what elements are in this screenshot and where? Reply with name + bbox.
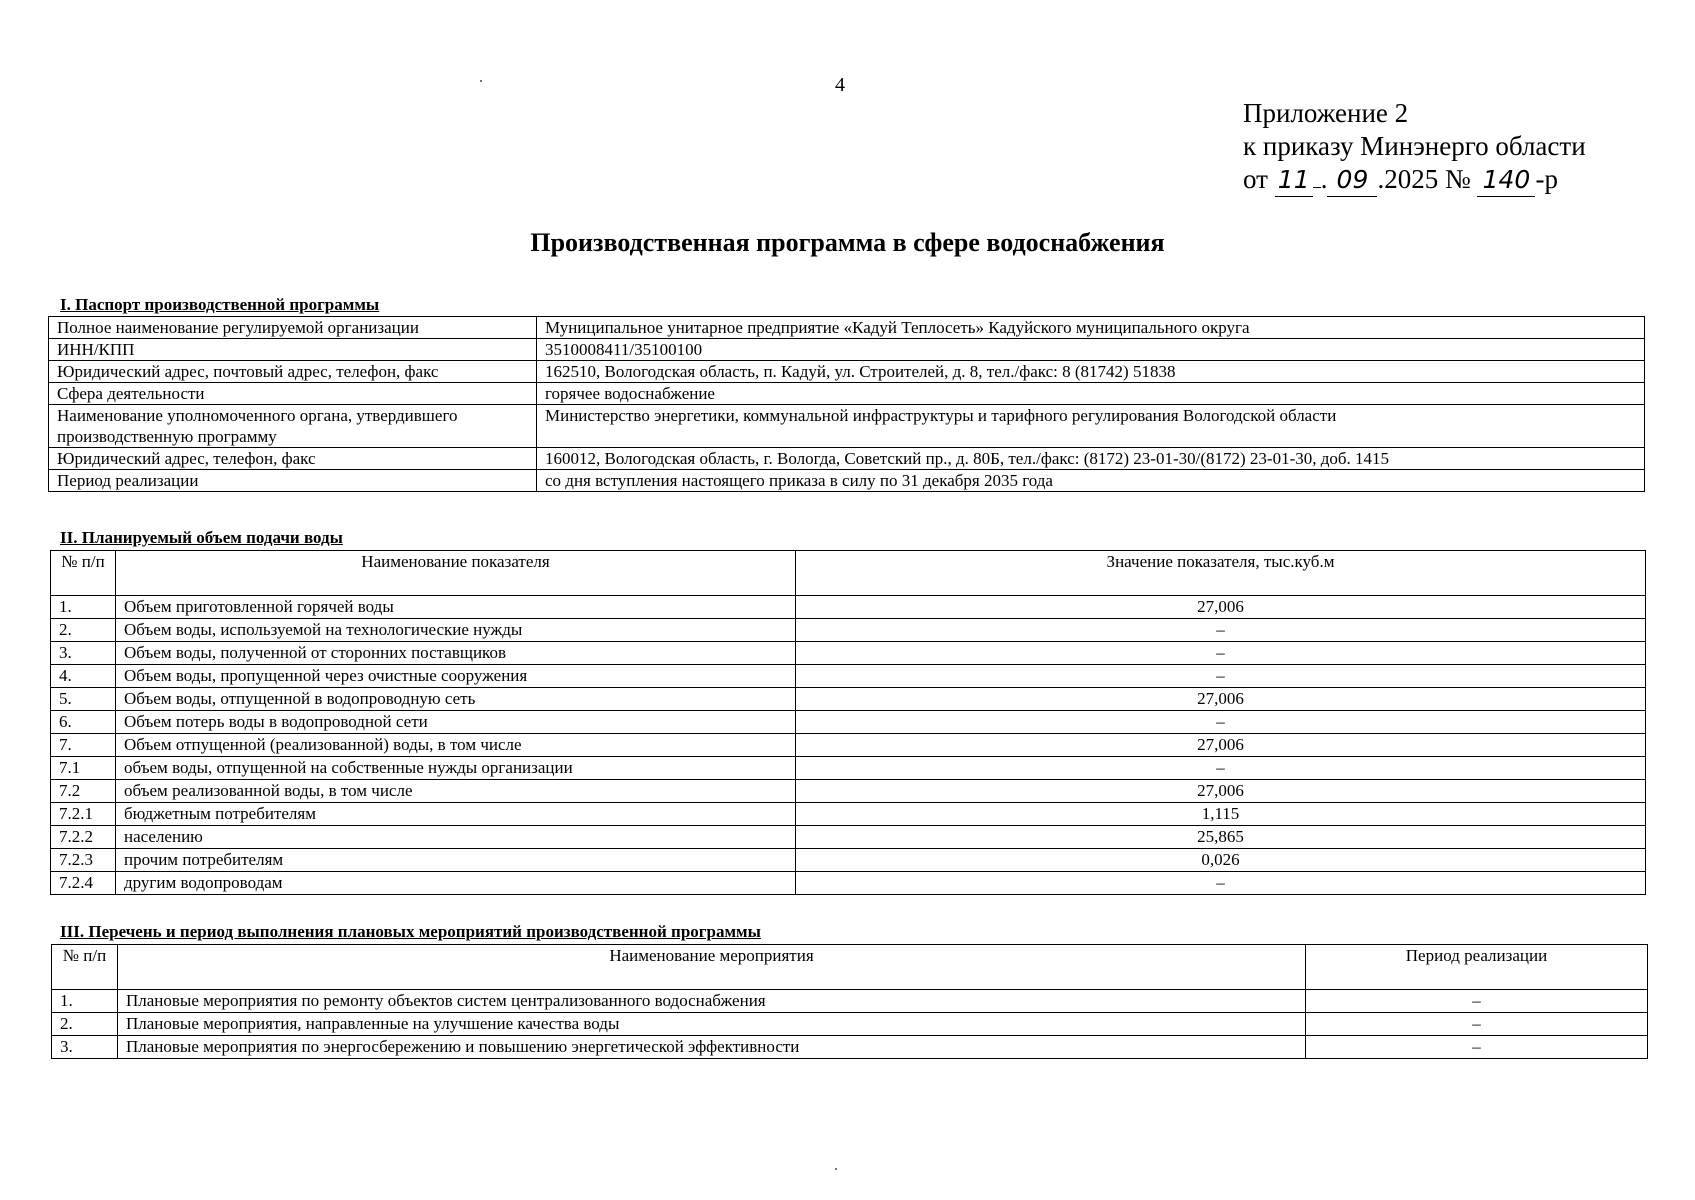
indicator-value: 27,006 [796,734,1646,757]
row-number: 7.2.1 [51,803,116,826]
column-header-num: № п/п [51,551,116,596]
passport-value: 162510, Вологодская область, п. Кадуй, ул. Строителей, д. 8, тел./факс: 8 (81742) 51838 [537,361,1645,383]
column-header-num: № п/п [52,945,118,990]
passport-value: 160012, Вологодская область, г. Вологда, Советский пр., д. 80Б, тел./факс: (8172) 23-01-30/(8172) 23-01-30, доб. 1415 [537,448,1645,470]
measures-table [51,944,1648,1059]
appendix-line-1: Приложение 2 [1243,98,1409,128]
row-number: 4. [51,665,116,688]
appendix-line-2: к приказу Минэнерго области [1243,131,1586,161]
indicator-value: – [796,757,1646,780]
passport-label: Полное наименование регулируемой организации [49,317,537,339]
table-row [51,872,1646,895]
table-row [49,448,1645,470]
row-number: 6. [51,711,116,734]
indicator-name: населению [116,826,796,849]
indicator-name: Объем приготовленной горячей воды [116,596,796,619]
passport-value: 3510008411/35100100 [537,339,1645,361]
table-row [51,757,1646,780]
indicator-value: – [796,872,1646,895]
indicator-name: прочим потребителям [116,849,796,872]
indicator-value: – [796,711,1646,734]
table-row [49,339,1645,361]
table-row [51,803,1646,826]
indicator-value: 27,006 [796,688,1646,711]
indicator-name: объем реализованной воды, в том числе [116,780,796,803]
indicator-value: 27,006 [796,780,1646,803]
indicator-value: – [796,642,1646,665]
measure-name: Плановые мероприятия по ремонту объектов систем централизованного водоснабжения [118,990,1306,1013]
appendix-prefix: от [1243,164,1268,194]
table-row [51,780,1646,803]
table-row [51,596,1646,619]
page-number: 4 [835,74,845,96]
table-row [52,990,1648,1013]
handwritten-day: 11 [1275,163,1313,197]
appendix-date-line: от 11 . 09 .2025 № 140 -р [1243,163,1586,197]
table-row [52,1013,1648,1036]
table-row [49,361,1645,383]
indicator-name: Объем воды, пропущенной через очистные сооружения [116,665,796,688]
table-row [51,734,1646,757]
scan-speck [835,1168,837,1170]
passport-label: Период реализации [49,470,537,492]
scan-speck [480,80,482,82]
section-3-heading: III. Перечень и период выполнения плановых мероприятий производственной программы [60,922,761,941]
indicator-name: другим водопроводам [116,872,796,895]
indicator-value: 0,026 [796,849,1646,872]
indicator-name: объем воды, отпущенной на собственные нужды организации [116,757,796,780]
handwritten-month: 09 [1327,163,1377,197]
row-number: 3. [51,642,116,665]
row-number: 7. [51,734,116,757]
passport-table [48,316,1645,492]
measure-name: Плановые мероприятия по энергосбережению и повышению энергетической эффективности [118,1036,1306,1059]
table-row [49,383,1645,405]
row-number: 7.2.2 [51,826,116,849]
indicator-value: 27,006 [796,596,1646,619]
passport-label: Юридический адрес, почтовый адрес, телефон, факс [49,361,537,383]
appendix-block [1243,97,1586,197]
table-row [49,470,1645,492]
row-number: 2. [52,1013,118,1036]
measure-name: Плановые мероприятия, направленные на улучшение качества воды [118,1013,1306,1036]
appendix-year: .2025 № [1377,164,1471,194]
column-header-period: Период реализации [1306,945,1648,990]
measure-period: – [1306,1036,1648,1059]
row-number: 7.2.4 [51,872,116,895]
indicator-value: 1,115 [796,803,1646,826]
table-row [49,317,1645,339]
handwritten-order-number: 140 [1477,163,1535,197]
indicator-name: Объем воды, полученной от сторонних поставщиков [116,642,796,665]
table-row [51,665,1646,688]
indicator-name: бюджетным потребителям [116,803,796,826]
document-title: Производственная программа в сфере водоснабжения [530,228,1165,257]
indicator-value: – [796,619,1646,642]
column-header-measure: Наименование мероприятия [118,945,1306,990]
table-row [51,642,1646,665]
indicator-name: Объем отпущенной (реализованной) воды, в том числе [116,734,796,757]
section-2-heading: II. Планируемый объем подачи воды [60,528,343,547]
table-row [51,711,1646,734]
passport-value: горячее водоснабжение [537,383,1645,405]
row-number: 7.1 [51,757,116,780]
measure-period: – [1306,990,1648,1013]
row-number: 7.2.3 [51,849,116,872]
column-header-indicator: Наименование показателя [116,551,796,596]
passport-label: ИНН/КПП [49,339,537,361]
passport-label: Юридический адрес, телефон, факс [49,448,537,470]
section-1-heading: I. Паспорт производственной программы [60,295,380,314]
indicator-name: Объем воды, отпущенной в водопроводную сеть [116,688,796,711]
indicator-value: – [796,665,1646,688]
row-number: 1. [51,596,116,619]
column-header-value: Значение показателя, тыс.куб.м [796,551,1646,596]
table-row [51,688,1646,711]
table-row [52,1036,1648,1059]
table-row [51,826,1646,849]
table-row [51,619,1646,642]
measure-period: – [1306,1013,1648,1036]
table-row [49,405,1645,448]
appendix-suffix: -р [1535,164,1558,194]
passport-value: Министерство энергетики, коммунальной инфраструктуры и тарифного регулирования Вологодской области [537,405,1645,448]
table-row [51,849,1646,872]
indicator-value: 25,865 [796,826,1646,849]
row-number: 3. [52,1036,118,1059]
row-number: 5. [51,688,116,711]
row-number: 7.2 [51,780,116,803]
row-number: 1. [52,990,118,1013]
water-volume-table [50,550,1646,895]
passport-value: Муниципальное унитарное предприятие «Кадуй Теплосеть» Кадуйского муниципального округа [537,317,1645,339]
passport-value: со дня вступления настоящего приказа в силу по 31 декабря 2035 года [537,470,1645,492]
indicator-name: Объем воды, используемой на технологические нужды [116,619,796,642]
indicator-name: Объем потерь воды в водопроводной сети [116,711,796,734]
passport-label: Сфера деятельности [49,383,537,405]
passport-label: Наименование уполномоченного органа, утвердившего производственную программу [49,405,537,448]
row-number: 2. [51,619,116,642]
